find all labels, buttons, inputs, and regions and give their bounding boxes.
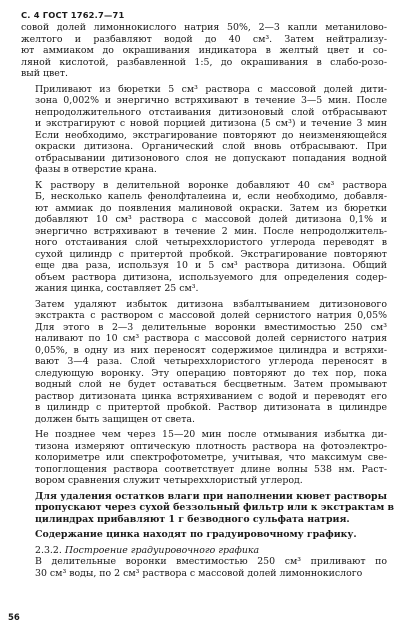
subsection-title: Построение градуировочного графика bbox=[64, 544, 260, 556]
text-line: Не позднее чем через 15—20 мин после отмывания избытка ди- bbox=[35, 429, 387, 440]
text-line: совой долей лимоннокислого натрия 50%, 2—3 капли метанилово- bbox=[21, 22, 387, 33]
text-line: вают 3—4 раза. Слой четыреххлористого углерода переносят в bbox=[35, 356, 387, 367]
text-line: окраски дитизона. Органический слой вновь отбрасывают. При bbox=[35, 141, 387, 152]
text-line: В делительные воронки вместимостью 250 см³ приливают по bbox=[35, 556, 387, 567]
text-line: Если необходимо, экстрагирование повторяют до неизменяющейся bbox=[35, 129, 387, 141]
subsection-heading bbox=[35, 545, 387, 557]
paragraph-p7 bbox=[21, 529, 387, 541]
text-line: следующую воронку. Эту операцию повторяют до тех пор, пока bbox=[35, 367, 387, 379]
paragraph-p5 bbox=[21, 429, 387, 487]
page-header: С. 4 ГОСТ 1762.7—71 bbox=[21, 10, 125, 20]
text-line: Для этого в 2—3 делительные воронки вместимостью 250 см³ bbox=[35, 321, 387, 333]
text-line: вый цвет. bbox=[21, 68, 68, 79]
text-line: и экстрагируют с новой порцией дитизона (5 см³) и течение 3 мин bbox=[35, 118, 387, 129]
paragraph-p1 bbox=[21, 22, 387, 80]
text-line: желтого и разбавляют водой до 40 см³. Затем нейтрализу- bbox=[21, 33, 387, 45]
text-line: К раствору в делительной воронке добавляют 40 см³ раствора bbox=[35, 179, 387, 191]
paragraph-p4 bbox=[21, 299, 387, 426]
text-line: ют аммиаком до окрашивания индикатора в желтый цвет и со- bbox=[21, 45, 387, 56]
text-line: водный слой не будет оставаться бесцветным. Затем промывают bbox=[35, 379, 387, 390]
document-body bbox=[21, 22, 395, 541]
text-line: топоглощения раствора соответствует длине волны 538 нм. Раст- bbox=[35, 463, 387, 475]
subsection-number: 2.3.2. bbox=[35, 544, 62, 556]
text-line: в цилиндр с притертой пробкой. Раствор дитизоната в цилиндре bbox=[35, 402, 387, 413]
text-line: должен быть защищен от света. bbox=[35, 413, 195, 425]
text-line: пропускают через сухой беззольный фильтр или к экстрактам в bbox=[35, 502, 395, 513]
text-line: ют аммиак до появления малиновой окраски. Затем из бюретки bbox=[35, 202, 387, 214]
paragraph-p2 bbox=[21, 84, 387, 176]
paragraph-p3 bbox=[21, 180, 387, 295]
text-line: непродолжительного отстаивания дитизоновый слой отбрасывают bbox=[35, 106, 387, 118]
page-number: 56 bbox=[8, 613, 20, 623]
text-line: 0,05%, в одну из них переносят содержимое цилиндра и встряхи- bbox=[35, 344, 387, 356]
text-line: экстракта с раствором с массовой долей сернистого натрия 0,05% bbox=[35, 310, 387, 321]
text-line: тизона измеряют оптическую плотность раствора на фотоэлектро- bbox=[35, 440, 387, 452]
text-line: Содержание цинка находят по градуировочному графику. bbox=[35, 529, 357, 540]
paragraph-p6 bbox=[21, 490, 395, 526]
text-line: объем раствора дитизона, используемого для определения содер- bbox=[35, 271, 387, 283]
text-line: сухой цилиндр с притертой пробкой. Экстрагирование повторяют bbox=[35, 248, 387, 260]
text-line: раствор дитизоната цинка встряхиванием с водой и переводят его bbox=[35, 390, 387, 402]
text-line: наливают по 10 см³ раствора с массовой долей сернистого натрия bbox=[35, 333, 387, 344]
text-line: Приливают из бюретки 5 см³ раствора с массовой долей дити- bbox=[35, 83, 387, 95]
text-line: Затем удаляют избыток дитизона взбалтыванием дитизонового bbox=[35, 298, 387, 310]
text-line: ного отстаивания слой четыреххлористого углерода переводят в bbox=[35, 237, 387, 248]
text-line: энергично встряхивают в течение 2 мин. После непродолжитель- bbox=[35, 225, 387, 237]
text-line: зона 0,002% и энергично встряхивают в течение 3—5 мин. После bbox=[35, 95, 387, 106]
text-line: фазы в отверстие крана. bbox=[35, 164, 157, 175]
text-line: еще два раза, используя 10 и 5 см³ раствора дитизона. Общий bbox=[35, 260, 387, 271]
text-line: 30 см³ воды, по 2 см³ раствора с массовой долей лимоннокислого bbox=[35, 567, 363, 579]
text-line: цилиндрах прибавляют 1 г безводного сульфата натрия. bbox=[35, 513, 350, 525]
text-line: отбрасывании дитизонового слоя не допускают попадания водной bbox=[35, 152, 387, 164]
text-line: добавляют 10 см³ раствора с массовой долей дитизона 0,1% и bbox=[35, 214, 387, 225]
text-line: ляной кислотой, разбавленной 1:5, до окрашивания в слабо-розо- bbox=[21, 56, 387, 68]
text-line: вором сравнения служит четыреххлористый углерод. bbox=[35, 475, 303, 486]
document-body-continued bbox=[21, 556, 387, 579]
text-line: Б, несколько капель фенолфталеина и, если необходимо, добавля- bbox=[35, 191, 387, 202]
text-line: Для удаления остатков влаги при наполнении кювет растворы bbox=[35, 490, 387, 502]
text-line: жания цинка, составляет 25 см³. bbox=[35, 283, 199, 294]
paragraph-last bbox=[21, 556, 387, 579]
text-line: колориметре или спектрофотометре, учитывая, что максимум све- bbox=[35, 452, 387, 463]
